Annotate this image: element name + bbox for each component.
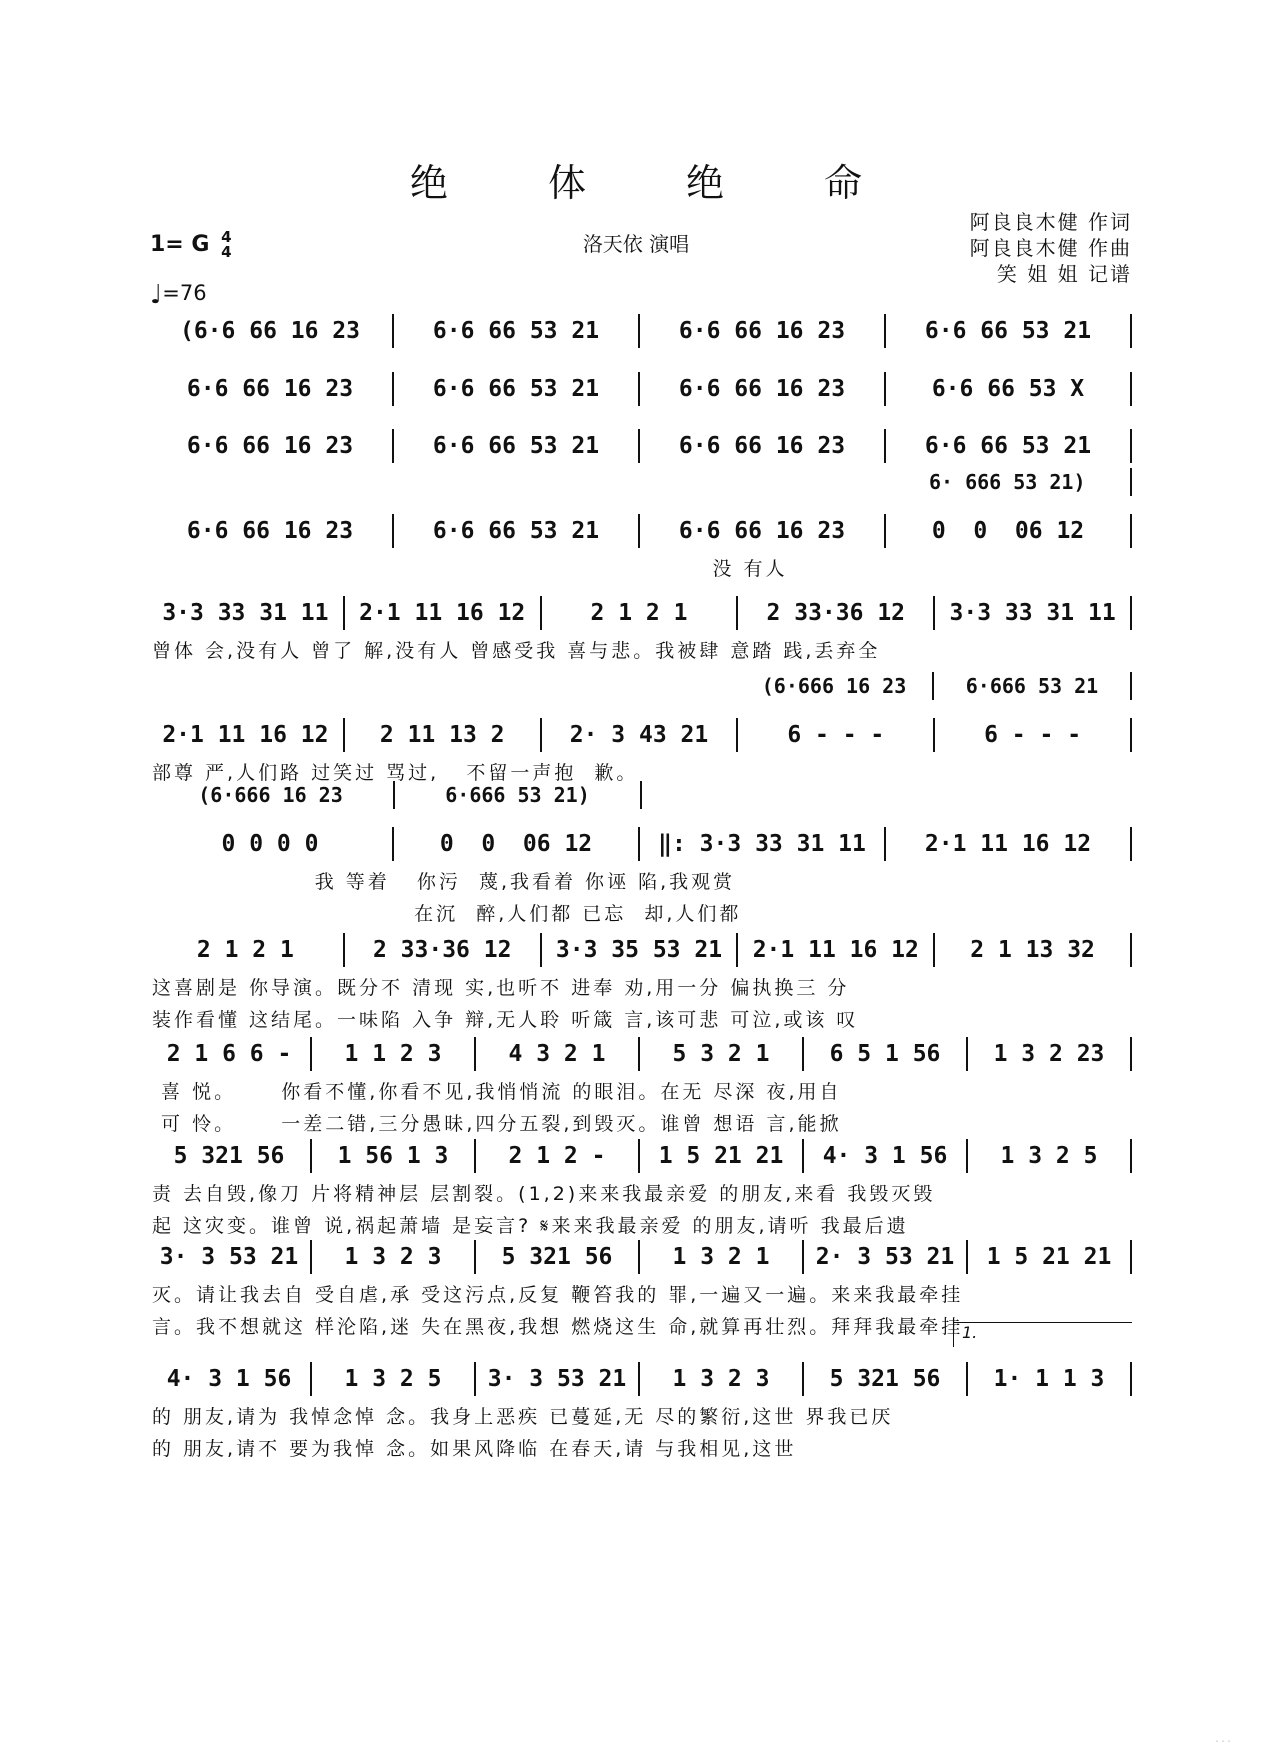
measure: 3·3 33 31 11	[935, 596, 1132, 630]
measure: 5 321 56	[476, 1240, 640, 1274]
score-row	[0, 318, 1272, 344]
measure: 3· 3 53 21	[476, 1362, 640, 1396]
quarter-note-icon: ♩	[150, 280, 163, 310]
measure: 1 1 2 3	[312, 1037, 476, 1071]
notes-staff	[148, 1037, 1132, 1071]
measure: 2 1 2 -	[476, 1139, 640, 1173]
measure: 1 3 2 5	[968, 1139, 1132, 1173]
time-top: 4	[221, 228, 232, 246]
lyric-line: 没 有人	[152, 558, 788, 580]
intro-measure	[540, 672, 736, 700]
measure: 4· 3 1 56	[804, 1139, 968, 1173]
measure: 6 5 1 56	[804, 1037, 968, 1071]
measure: 0 0 0 0	[148, 827, 394, 861]
intro-measure	[394, 468, 640, 496]
lyric-line: 的 朋友,请不 要为我悼 念。如果风降临 在春天,请 与我相见,这世	[152, 1438, 797, 1460]
measure: 5 321 56	[148, 1139, 312, 1173]
lyricist-credit: 阿良良木健 作词	[969, 210, 1132, 234]
score-row	[0, 674, 1272, 784]
measure: 2·1 11 16 12	[886, 827, 1132, 861]
measure: 6·6 66 53 21	[394, 514, 640, 548]
notes-staff	[148, 827, 1132, 861]
intro-measure	[148, 672, 344, 700]
measure: 6·6 66 53 21	[394, 314, 640, 348]
measure: 2·1 11 16 12	[345, 596, 542, 630]
score-row	[0, 1041, 1272, 1135]
tempo-value: =76	[162, 281, 207, 305]
lyric-line: 的 朋友,请为 我悼念悼 念。我身上恶疾 已蔓延,无 尽的繁衍,这世 界我已厌	[152, 1406, 894, 1428]
measure: 2 33·36 12	[738, 596, 935, 630]
measure: 1 56 1 3	[312, 1139, 476, 1173]
lyric-line: 我 等着 你污 蔑,我看着 你诬 陷,我观赏	[152, 871, 736, 893]
measure: 2 11 13 2	[345, 718, 542, 752]
measure: (6·6 66 16 23	[148, 314, 394, 348]
measure: ‖: 3·3 33 31 11	[640, 827, 886, 861]
measure: 2 1 2 1	[148, 933, 345, 967]
score-row	[0, 937, 1272, 1031]
lyric-line: 部尊 严,人们路 过笑过 骂过, 不留一声抱 歉。	[152, 762, 639, 784]
notes-staff	[148, 596, 1132, 630]
measure: 6·6 66 53 21	[886, 429, 1132, 463]
measure: 1· 1 1 3	[968, 1362, 1132, 1396]
score-row	[0, 600, 1272, 662]
measure: 6 - - -	[738, 718, 935, 752]
measure: 6·6 66 53 21	[394, 372, 640, 406]
intro-measure: 6·666 53 21	[934, 672, 1132, 700]
measure: 2· 3 43 21	[542, 718, 739, 752]
measure: 3·3 33 31 11	[148, 596, 345, 630]
measure: 6·6 66 53 X	[886, 372, 1132, 406]
lyric-line: 喜 悦。 你看不懂,你看不见,我悄悄流 的眼泪。在无 尽深 夜,用自	[152, 1081, 842, 1103]
score-row	[0, 1143, 1272, 1237]
measure: 6·6 66 16 23	[148, 372, 394, 406]
intro-measure: 6·666 53 21)	[395, 781, 642, 809]
notes-staff	[148, 514, 1132, 548]
transcriber-credit: 笑 姐 姐 记谱	[996, 262, 1132, 286]
lyric-line: 可 怜。 一差二错,三分愚昧,四分五裂,到毁灭。谁曾 想语 言,能掀	[152, 1113, 842, 1135]
measure: 6·6 66 16 23	[640, 372, 886, 406]
measure: 1 5 21 21	[640, 1139, 804, 1173]
measure: 0 0 06 12	[886, 514, 1132, 548]
lyric-line: 曾体 会,没有人 曾了 解,没有人 曾感受我 喜与悲。我被肆 意踏 践,丢弃全	[152, 640, 881, 662]
measure: 1 5 21 21	[968, 1240, 1132, 1274]
measure: 2 1 2 1	[542, 596, 739, 630]
measure: 5 321 56	[804, 1362, 968, 1396]
notes-staff	[148, 933, 1132, 967]
lyric-line: 这喜剧是 你导演。既分不 清现 实,也听不 进奉 劝,用一分 偏执换三 分	[152, 977, 850, 999]
lyric-line: 责 去自毁,像刀 片将精神层 层割裂。(1,2)来来我最亲爱 的朋友,来看 我毁灭毁	[152, 1183, 936, 1205]
composer-credit: 阿良良木健 作曲	[969, 236, 1132, 260]
measure: 6·6 66 16 23	[640, 429, 886, 463]
measure: 1 3 2 23	[968, 1037, 1132, 1071]
measure: 2· 3 53 21	[804, 1240, 968, 1274]
score-row	[0, 1244, 1272, 1338]
measure: 6·6 66 16 23	[148, 514, 394, 548]
measure: 6·6 66 16 23	[640, 314, 886, 348]
intro-measure: (6·666 16 23	[736, 672, 934, 700]
measure: 2·1 11 16 12	[738, 933, 935, 967]
score-row	[0, 433, 1272, 459]
measure: 4 3 2 1	[476, 1037, 640, 1071]
measure: 1 3 2 3	[640, 1362, 804, 1396]
intro-measure	[642, 781, 887, 809]
tempo-mark	[150, 280, 207, 310]
measure: 1 3 2 1	[640, 1240, 804, 1274]
song-title: 绝 体 绝 命	[409, 161, 907, 205]
notes-staff	[148, 1240, 1132, 1274]
measure: 6·6 66 16 23	[640, 514, 886, 548]
performer: 洛天依 演唱	[582, 232, 690, 256]
measure: 4· 3 1 56	[148, 1362, 312, 1396]
notes-staff	[148, 718, 1132, 752]
lyric-line: 装作看懂 这结尾。一味陷 入争 辩,无人聆 听箴 言,该可悲 可泣,或该 叹	[152, 1009, 859, 1031]
notes-staff	[148, 314, 1132, 348]
score-row	[0, 376, 1272, 402]
intro-measure	[148, 468, 394, 496]
intro-staff	[148, 781, 1132, 809]
measure: 2 1 13 32	[935, 933, 1132, 967]
intro-staff	[148, 468, 1132, 496]
time-bottom: 4	[221, 243, 232, 261]
notes-staff	[148, 429, 1132, 463]
intro-measure	[887, 781, 1132, 809]
intro-staff	[148, 672, 1132, 700]
lyric-line: 起 这灾变。谁曾 说,祸起萧墙 是妄言? 𝄋来来我最亲爱 的朋友,请听 我最后遗	[152, 1215, 909, 1237]
measure: 1 3 2 3	[312, 1240, 476, 1274]
volta-bracket: 1.	[953, 1322, 1132, 1347]
notes-staff	[148, 1139, 1132, 1173]
lyric-line: 在沉 醉,人们都 已忘 却,人们都	[152, 903, 742, 925]
intro-measure	[639, 468, 885, 496]
measure: 3· 3 53 21	[148, 1240, 312, 1274]
measure: 1 3 2 5	[312, 1362, 476, 1396]
key-label: 1= G	[150, 232, 210, 257]
lyric-line: 灭。请让我去自 受自虐,承 受这污点,反复 鞭笞我的 罪,一遍又一遍。来来我最牵挂	[152, 1284, 964, 1306]
notes-staff	[148, 1362, 1132, 1396]
measure: 5 3 2 1	[640, 1037, 804, 1071]
measure: 6·6 66 16 23	[148, 429, 394, 463]
measure: 0 0 06 12	[394, 827, 640, 861]
lyric-line: 言。我不想就这 样沦陷,迷 失在黑夜,我想 燃烧这生 命,就算再壮烈。拜拜我最牵挂	[152, 1316, 964, 1338]
notes-staff	[148, 372, 1132, 406]
intro-measure: (6·666 16 23	[148, 781, 395, 809]
watermark: ...	[1213, 1734, 1232, 1745]
measure: 2 1 6 6 -	[148, 1037, 312, 1071]
intro-measure	[344, 672, 540, 700]
measure: 3·3 35 53 21	[542, 933, 739, 967]
measure: 6 - - -	[935, 718, 1132, 752]
measure: 2·1 11 16 12	[148, 718, 345, 752]
score-row	[0, 470, 1272, 580]
measure: 2 33·36 12	[345, 933, 542, 967]
measure: 6·6 66 53 21	[886, 314, 1132, 348]
intro-measure: 6· 666 53 21)	[885, 468, 1133, 496]
score-row	[0, 783, 1272, 925]
measure: 6·6 66 53 21	[394, 429, 640, 463]
